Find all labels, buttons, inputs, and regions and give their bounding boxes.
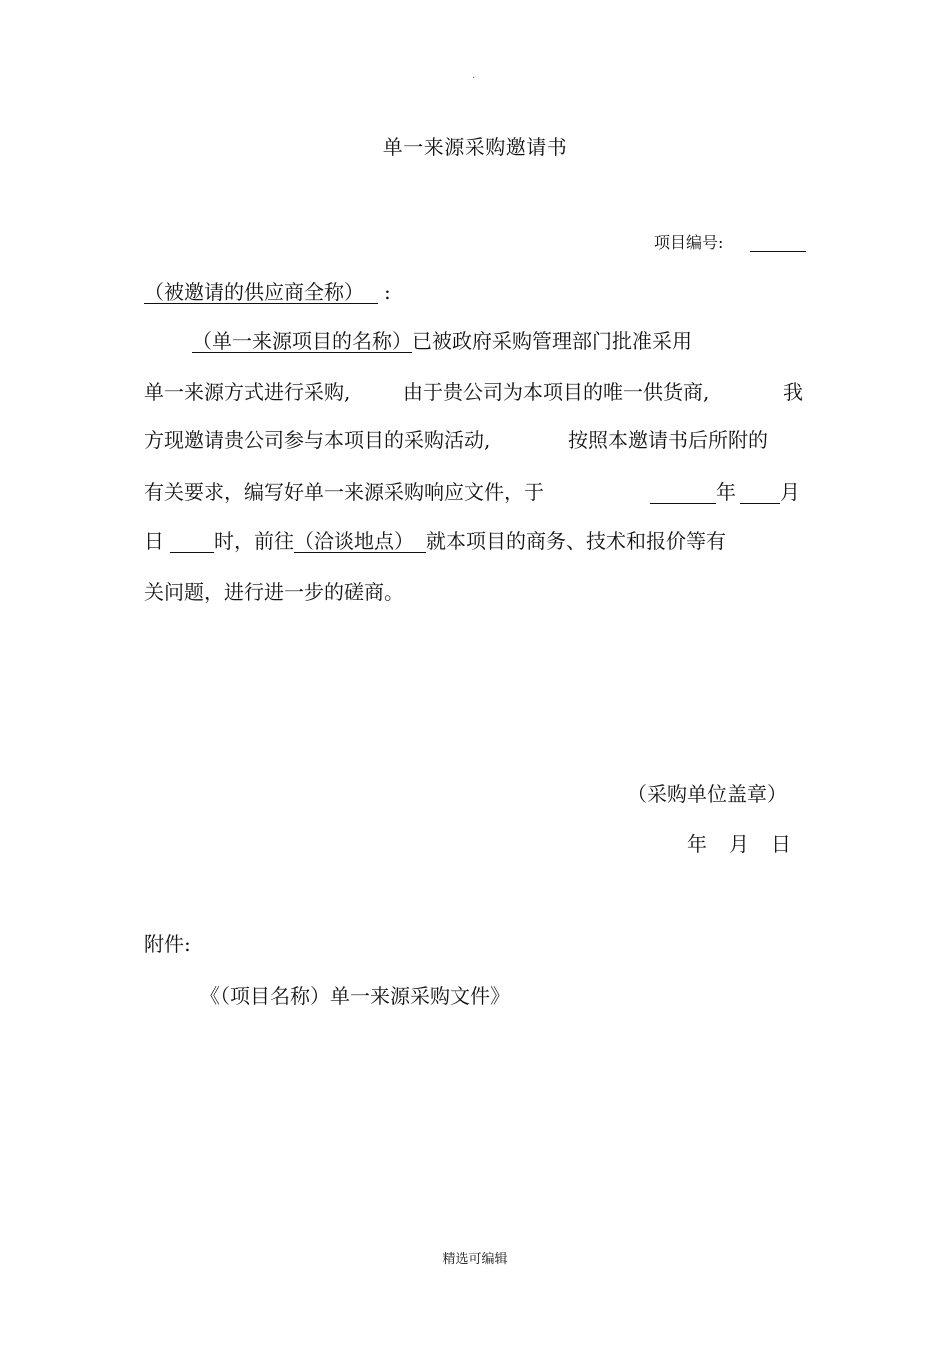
paragraph-line-3b: 按照本邀请书后所附的 xyxy=(568,428,768,452)
addressee-colon: : xyxy=(384,280,391,304)
paragraph-line-3a: 方现邀请贵公司参与本项目的采购活动, xyxy=(144,428,491,452)
paragraph-line-5 xyxy=(144,529,726,553)
meeting-place-placeholder: （洽谈地点） xyxy=(294,530,426,553)
month-label: 月 xyxy=(780,480,800,504)
page-footer: 精选可编辑 xyxy=(442,1252,508,1267)
paragraph-line-2b: 由于贵公司为本项目的唯一供货商, xyxy=(403,380,710,404)
hour-blank xyxy=(170,532,214,553)
project-number-label: 项目编号: xyxy=(654,233,724,252)
project-number-blank xyxy=(750,251,806,252)
signature-year: 年 xyxy=(687,832,707,856)
addressee-name: （被邀请的供应商全称） xyxy=(144,281,378,304)
header-dot: . xyxy=(472,70,476,81)
paragraph-line-2a: 单一来源方式进行采购, xyxy=(144,380,351,404)
paragraph-line-1 xyxy=(192,329,692,353)
paragraph-line-1-rest: 已被政府采购管理部门批准采用 xyxy=(412,329,692,353)
signature-month: 月 xyxy=(729,832,749,856)
paragraph-line-4a: 有关要求，编写好单一来源采购响应文件，于 xyxy=(144,480,544,504)
paragraph-line-5-rest: 就本项目的商务、技术和报价等有 xyxy=(426,529,726,553)
document-title: 单一来源采购邀请书 xyxy=(382,135,568,159)
attachment-label: 附件: xyxy=(144,932,191,956)
year-label: 年 xyxy=(716,480,736,504)
paragraph-line-2c: 我 xyxy=(783,380,803,404)
signature-date xyxy=(687,828,791,857)
paragraph-line-4-date xyxy=(650,480,800,504)
paragraph-line-6: 关问题，进行进一步的磋商。 xyxy=(144,580,404,604)
day-label: 日 xyxy=(144,529,164,553)
year-blank xyxy=(650,483,716,504)
hour-text: 时，前往 xyxy=(214,529,294,553)
attachment-item: 《（项目名称）单一来源采购文件》 xyxy=(200,984,510,1008)
signature-day: 日 xyxy=(771,832,791,856)
addressee-line xyxy=(144,280,391,304)
purchaser-seal: （采购单位盖章） xyxy=(627,782,787,806)
month-blank xyxy=(740,483,780,504)
project-name-placeholder: （单一来源项目的名称） xyxy=(192,329,412,353)
